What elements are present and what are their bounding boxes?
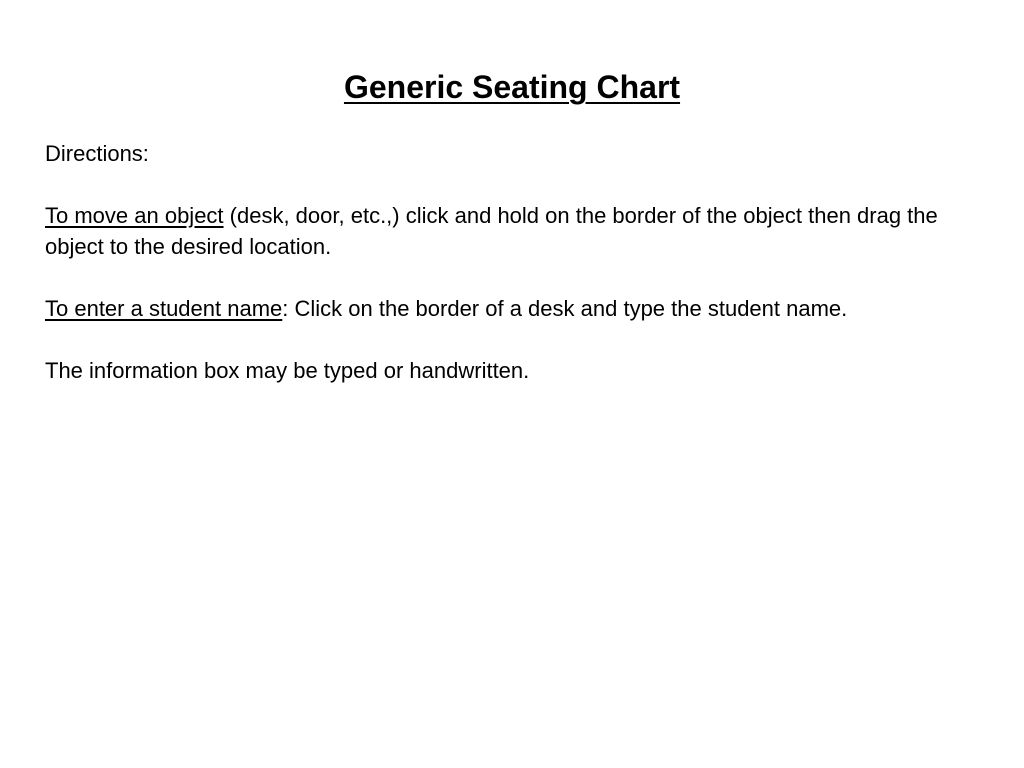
page-title-text: Generic Seating Chart [343,69,681,105]
spacer [45,169,955,200]
page-title [0,67,1024,107]
info-box-note: The information box may be typed or handwritten. [45,358,530,383]
enter-name-instruction [45,293,955,324]
directions-body [45,138,955,386]
enter-name-heading: To enter a student name [45,296,283,321]
move-object-instruction [45,200,955,262]
directions-label: Directions: [45,141,149,166]
move-object-text: (desk, door, etc.,) click and hold on the border of the object then drag the object to the desired location. [45,203,938,259]
spacer [45,324,955,355]
spacer [45,262,955,293]
move-object-heading: To move an object [45,203,224,228]
enter-name-text: : Click on the border of a desk and type the student name. [282,296,848,321]
